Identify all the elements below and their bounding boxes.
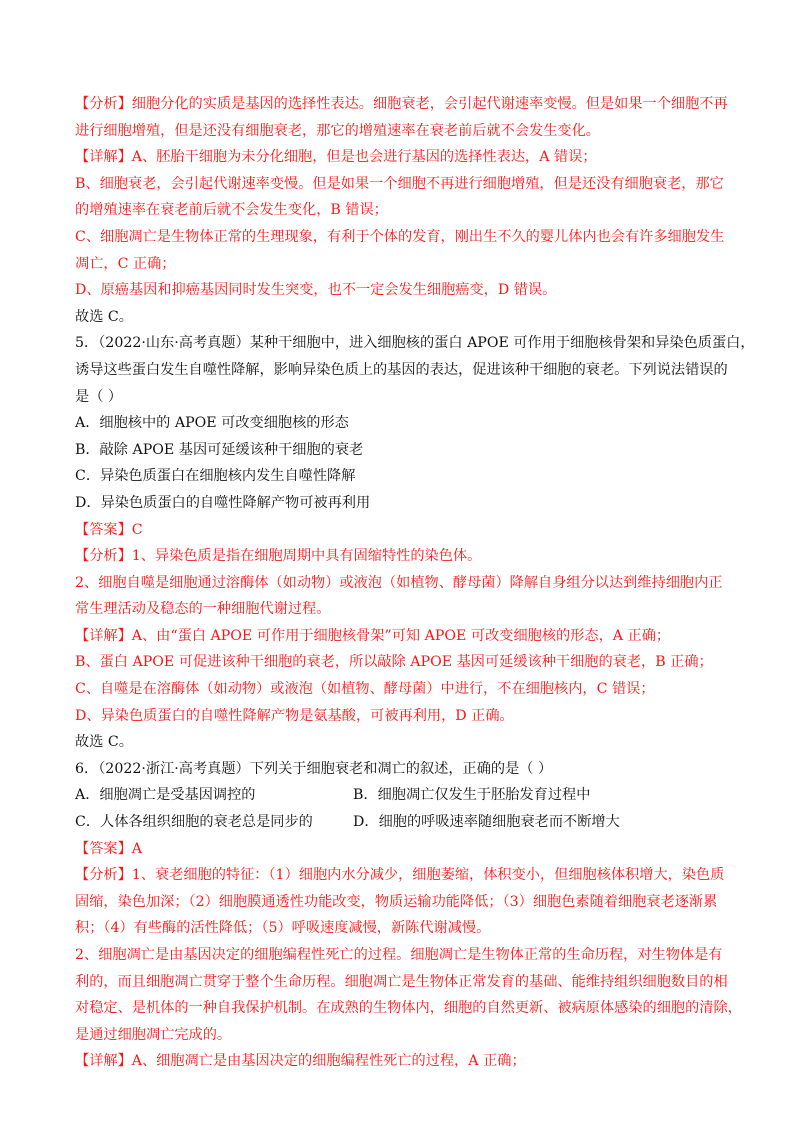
text-line: B、蛋白 APOE 可促进该种干细胞的衰老，所以敲除 APOE 基因可延缓该种干细胞的衰老，B 正确； [75, 654, 713, 671]
text-line: 进行细胞增殖，但是还没有细胞衰老，那它的增殖速率在衰老前后就不会发生变化。 [75, 122, 600, 139]
option-row [75, 809, 735, 836]
text-line: B．敲除 APOE 基因可延缓该种干细胞的衰老 [75, 441, 364, 458]
text-line: 常生理活动及稳态的一种细胞代谢过程。 [75, 601, 331, 618]
text-line: 诱导这些蛋白发生自噬性降解，影响异染色质上的基因的表达，促进该种干细胞的衰老。下列说法错误的 [75, 361, 728, 378]
text-line: 【答案】A [75, 840, 142, 857]
text-line: 的增殖速率在衰老前后就不会发生变化，B 错误； [75, 202, 388, 219]
text-line: 2、细胞凋亡是由基因决定的细胞编程性死亡的过程。细胞凋亡是生物体正常的生命历程，对生物体是有 [75, 947, 723, 963]
text-line: 对稳定、是机体的一种自我保护机制。在成熟的生物体内，细胞的自然更新、被病原体感染的细胞的清除， [75, 1000, 742, 1017]
text-line: 【分析】1、异染色质是指在细胞周期中具有固缩特性的染色体。 [75, 548, 482, 565]
text-line: 积；（4）有些酶的活性降低；（5）呼吸速度减慢，新陈代谢减慢。 [75, 920, 491, 937]
text-line: A．细胞核中的 APOE 可改变细胞核的形态 [75, 415, 349, 432]
text-line: 5．（2022·山东·高考真题）某种干细胞中，进入细胞核的蛋白 APOE 可作用于细胞核骨架和异染色质蛋白， [75, 335, 755, 352]
text-line: 【详解】A、细胞凋亡是由基因决定的细胞编程性死亡的过程，A 正确； [75, 1053, 526, 1070]
text-line: D、原癌基因和抑癌基因同时发生突变，也不一定会发生细胞癌变，D 错误。 [75, 282, 557, 299]
option-left: C．人体各组织细胞的衰老总是同步的 [75, 814, 313, 831]
text-line: 利的，而且细胞凋亡贯穿于整个生命历程。细胞凋亡是生物体正常发育的基础、能维持组织细胞数目的相 [75, 973, 728, 990]
text-line: 故选 C。 [75, 734, 133, 751]
option-row [75, 782, 735, 809]
option-left: A．细胞凋亡是受基因调控的 [75, 787, 256, 804]
option-right: B．细胞凋亡仅发生于胚胎发育过程中 [353, 787, 591, 804]
text-line: 是通过细胞凋亡完成的。 [75, 1026, 232, 1043]
text-line: D、异染色质蛋白的自噬性降解产物是氨基酸，可被再利用，D 正确。 [75, 707, 514, 724]
text-line: D．异染色质蛋白的自噬性降解产物可被再利用 [75, 494, 371, 511]
option-right: D．细胞的呼吸速率随细胞衰老而不断增大 [353, 814, 620, 831]
text-line: 6．（2022·浙江·高考真题）下列关于细胞衰老和凋亡的叙述，正确的是（ ） [75, 760, 553, 777]
text-line: C、细胞凋亡是生物体正常的生理现象，有利于个体的发育，刚出生不久的婴儿体内也会有许多细胞发生 [75, 228, 725, 245]
text-line: 【答案】C [75, 521, 143, 538]
text-line: 【分析】细胞分化的实质是基因的选择性表达。细胞衰老，会引起代谢速率变慢。但是如果一个细胞不再 [75, 96, 728, 112]
text-line: 是（ ） [75, 388, 123, 405]
document-body [75, 91, 755, 1075]
text-line: 【分析】1、衰老细胞的特征：（1）细胞内水分减少，细胞萎缩，体积变小，但细胞核体积增大，染色质 [75, 867, 725, 884]
text-line: 固缩，染色加深；（2）细胞膜通透性功能改变，物质运输功能降低；（3）细胞色素随着细胞衰老逐渐累 [75, 893, 718, 910]
text-line: 故选 C。 [75, 308, 133, 325]
text-line: 凋亡，C 正确； [75, 255, 176, 272]
text-line: 【详解】A、胚胎干细胞为未分化细胞，但是也会进行基因的选择性表达，A 错误； [75, 149, 597, 166]
text-line: 2、细胞自噬是细胞通过溶酶体（如动物）或液泡（如植物、酵母菌）降解自身组分以达到维持细胞内正 [75, 574, 723, 591]
text-line: C、自噬是在溶酶体（如动物）或液泡（如植物、酵母菌）中进行，不在细胞核内，C 错误； [75, 681, 655, 698]
text-line: C．异染色质蛋白在细胞核内发生自噬性降解 [75, 468, 356, 485]
text-line: B、细胞衰老，会引起代谢速率变慢。但是如果一个细胞不再进行细胞增殖，但是还没有细胞衰老，那它 [75, 175, 724, 192]
text-line: 【详解】A、由“蛋白 APOE 可作用于细胞核骨架”可知 APOE 可改变细胞核的形态，A 正确； [75, 627, 671, 644]
